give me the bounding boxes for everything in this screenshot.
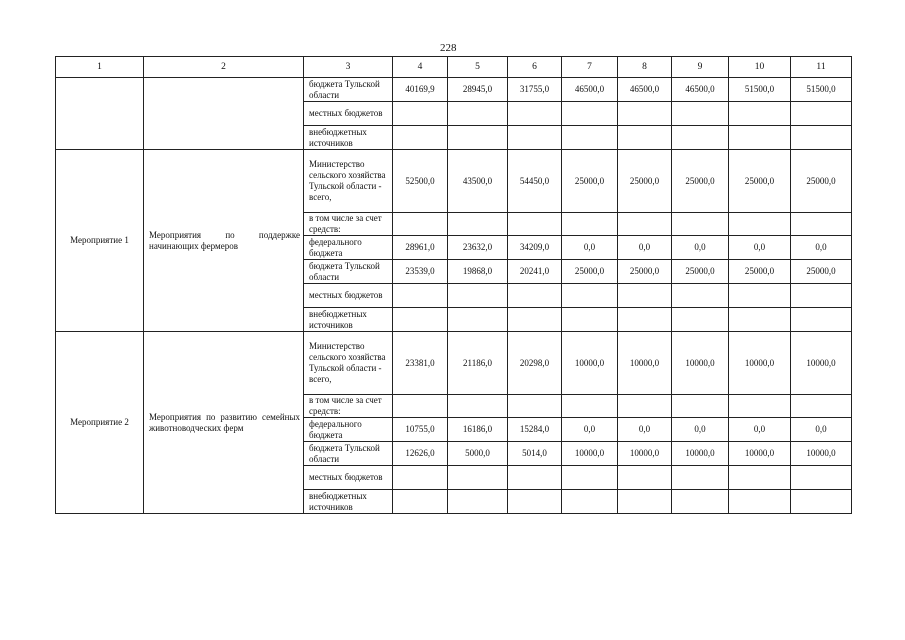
value-cell: [618, 395, 672, 418]
value-cell: 25000,0: [618, 260, 672, 284]
value-cell: 10000,0: [672, 332, 729, 395]
value-cell: [672, 126, 729, 150]
value-cell: [729, 284, 791, 308]
value-cell: [562, 466, 618, 490]
value-cell: 12626,0: [393, 442, 448, 466]
table-row: [56, 150, 852, 213]
value-cell: 28945,0: [448, 78, 508, 102]
value-cell: 25000,0: [791, 150, 852, 213]
value-cell: 10000,0: [618, 332, 672, 395]
value-cell: [508, 395, 562, 418]
value-cell: 0,0: [791, 418, 852, 442]
value-cell: 0,0: [791, 236, 852, 260]
value-cell: 5000,0: [448, 442, 508, 466]
column-number-9: 9: [672, 57, 729, 78]
value-cell: [791, 490, 852, 514]
value-cell: [618, 284, 672, 308]
value-cell: [393, 213, 448, 236]
value-cell: 23632,0: [448, 236, 508, 260]
value-cell: 25000,0: [618, 150, 672, 213]
value-cell: [618, 466, 672, 490]
value-cell: [448, 490, 508, 514]
value-cell: [672, 284, 729, 308]
value-cell: [393, 284, 448, 308]
value-cell: [393, 126, 448, 150]
value-cell: 10000,0: [729, 332, 791, 395]
value-cell: 46500,0: [618, 78, 672, 102]
table-row: [56, 78, 852, 102]
event-name-cell: Мероприятие 1: [56, 150, 144, 332]
empty-event-cell: [56, 78, 144, 150]
column-number-1: 1: [56, 57, 144, 78]
event-description-cell: Мероприятия по поддержке начинающих фермеров: [144, 150, 304, 332]
value-cell: [508, 213, 562, 236]
funding-source-cell: Министерство сельского хозяйства Тульской области - всего,: [304, 150, 393, 213]
value-cell: [562, 284, 618, 308]
value-cell: [672, 308, 729, 332]
value-cell: 20241,0: [508, 260, 562, 284]
value-cell: [393, 395, 448, 418]
funding-source-cell: внебюджетных источников: [304, 126, 393, 150]
value-cell: 10000,0: [672, 442, 729, 466]
column-number-2: 2: [144, 57, 304, 78]
value-cell: [508, 490, 562, 514]
value-cell: 46500,0: [562, 78, 618, 102]
value-cell: 40169,9: [393, 78, 448, 102]
value-cell: [729, 466, 791, 490]
value-cell: [729, 490, 791, 514]
column-number-7: 7: [562, 57, 618, 78]
value-cell: [448, 466, 508, 490]
value-cell: 28961,0: [393, 236, 448, 260]
column-number-11: 11: [791, 57, 852, 78]
value-cell: [508, 126, 562, 150]
value-cell: 46500,0: [672, 78, 729, 102]
value-cell: [508, 308, 562, 332]
event-name-cell: Мероприятие 2: [56, 332, 144, 514]
value-cell: [448, 102, 508, 126]
funding-source-cell: бюджета Тульской области: [304, 260, 393, 284]
column-number-3: 3: [304, 57, 393, 78]
value-cell: [618, 102, 672, 126]
value-cell: [672, 490, 729, 514]
column-number-5: 5: [448, 57, 508, 78]
value-cell: [672, 466, 729, 490]
value-cell: 31755,0: [508, 78, 562, 102]
value-cell: 0,0: [562, 418, 618, 442]
value-cell: 51500,0: [791, 78, 852, 102]
funding-source-cell: Министерство сельского хозяйства Тульской области - всего,: [304, 332, 393, 395]
value-cell: 25000,0: [562, 150, 618, 213]
value-cell: 34209,0: [508, 236, 562, 260]
column-number-6: 6: [508, 57, 562, 78]
funding-source-cell: местных бюджетов: [304, 284, 393, 308]
value-cell: [791, 126, 852, 150]
value-cell: [448, 126, 508, 150]
value-cell: [618, 308, 672, 332]
value-cell: [791, 102, 852, 126]
value-cell: [791, 284, 852, 308]
value-cell: 52500,0: [393, 150, 448, 213]
value-cell: [562, 126, 618, 150]
value-cell: [729, 126, 791, 150]
value-cell: 0,0: [729, 418, 791, 442]
value-cell: 16186,0: [448, 418, 508, 442]
value-cell: [729, 213, 791, 236]
value-cell: [791, 213, 852, 236]
value-cell: [672, 395, 729, 418]
value-cell: [448, 395, 508, 418]
value-cell: 10000,0: [729, 442, 791, 466]
funding-source-cell: внебюджетных источников: [304, 490, 393, 514]
value-cell: 54450,0: [508, 150, 562, 213]
value-cell: [448, 308, 508, 332]
value-cell: 51500,0: [729, 78, 791, 102]
value-cell: [791, 466, 852, 490]
value-cell: [393, 102, 448, 126]
value-cell: [729, 395, 791, 418]
value-cell: 25000,0: [562, 260, 618, 284]
value-cell: [508, 466, 562, 490]
column-number-10: 10: [729, 57, 791, 78]
value-cell: 0,0: [672, 236, 729, 260]
value-cell: [672, 102, 729, 126]
funding-source-cell: федерального бюджета: [304, 418, 393, 442]
funding-source-cell: местных бюджетов: [304, 102, 393, 126]
value-cell: 25000,0: [672, 260, 729, 284]
value-cell: 20298,0: [508, 332, 562, 395]
value-cell: 0,0: [672, 418, 729, 442]
value-cell: 21186,0: [448, 332, 508, 395]
value-cell: 25000,0: [672, 150, 729, 213]
value-cell: 0,0: [729, 236, 791, 260]
value-cell: [393, 490, 448, 514]
value-cell: 10000,0: [562, 332, 618, 395]
value-cell: 10000,0: [791, 332, 852, 395]
value-cell: [508, 102, 562, 126]
value-cell: [729, 102, 791, 126]
value-cell: 10755,0: [393, 418, 448, 442]
value-cell: [448, 284, 508, 308]
value-cell: [448, 213, 508, 236]
funding-source-cell: бюджета Тульской области: [304, 78, 393, 102]
page-number: 228: [440, 42, 457, 54]
value-cell: 10000,0: [562, 442, 618, 466]
value-cell: 15284,0: [508, 418, 562, 442]
value-cell: 10000,0: [791, 442, 852, 466]
value-cell: [562, 308, 618, 332]
value-cell: [562, 102, 618, 126]
value-cell: 23539,0: [393, 260, 448, 284]
funding-source-cell: в том числе за счет средств:: [304, 395, 393, 418]
value-cell: 25000,0: [729, 260, 791, 284]
value-cell: 5014,0: [508, 442, 562, 466]
value-cell: [791, 395, 852, 418]
funding-source-cell: местных бюджетов: [304, 466, 393, 490]
value-cell: [729, 308, 791, 332]
column-number-8: 8: [618, 57, 672, 78]
column-number-4: 4: [393, 57, 448, 78]
value-cell: 0,0: [618, 236, 672, 260]
value-cell: [508, 284, 562, 308]
value-cell: 10000,0: [618, 442, 672, 466]
value-cell: 23381,0: [393, 332, 448, 395]
value-cell: 25000,0: [791, 260, 852, 284]
funding-source-cell: внебюджетных источников: [304, 308, 393, 332]
event-description-cell: Мероприятия по развитию семейных животноводческих ферм: [144, 332, 304, 514]
table-row: [56, 332, 852, 395]
value-cell: [562, 395, 618, 418]
funding-source-cell: в том числе за счет средств:: [304, 213, 393, 236]
funding-source-cell: бюджета Тульской области: [304, 442, 393, 466]
value-cell: [562, 213, 618, 236]
value-cell: [618, 126, 672, 150]
value-cell: [618, 490, 672, 514]
value-cell: [791, 308, 852, 332]
funding-source-cell: федерального бюджета: [304, 236, 393, 260]
value-cell: 43500,0: [448, 150, 508, 213]
value-cell: 0,0: [618, 418, 672, 442]
value-cell: [393, 466, 448, 490]
value-cell: [562, 490, 618, 514]
value-cell: [393, 308, 448, 332]
value-cell: 0,0: [562, 236, 618, 260]
value-cell: 25000,0: [729, 150, 791, 213]
budget-table: [55, 56, 852, 514]
value-cell: [618, 213, 672, 236]
value-cell: [672, 213, 729, 236]
value-cell: 19868,0: [448, 260, 508, 284]
header-row: [56, 57, 852, 78]
empty-description-cell: [144, 78, 304, 150]
